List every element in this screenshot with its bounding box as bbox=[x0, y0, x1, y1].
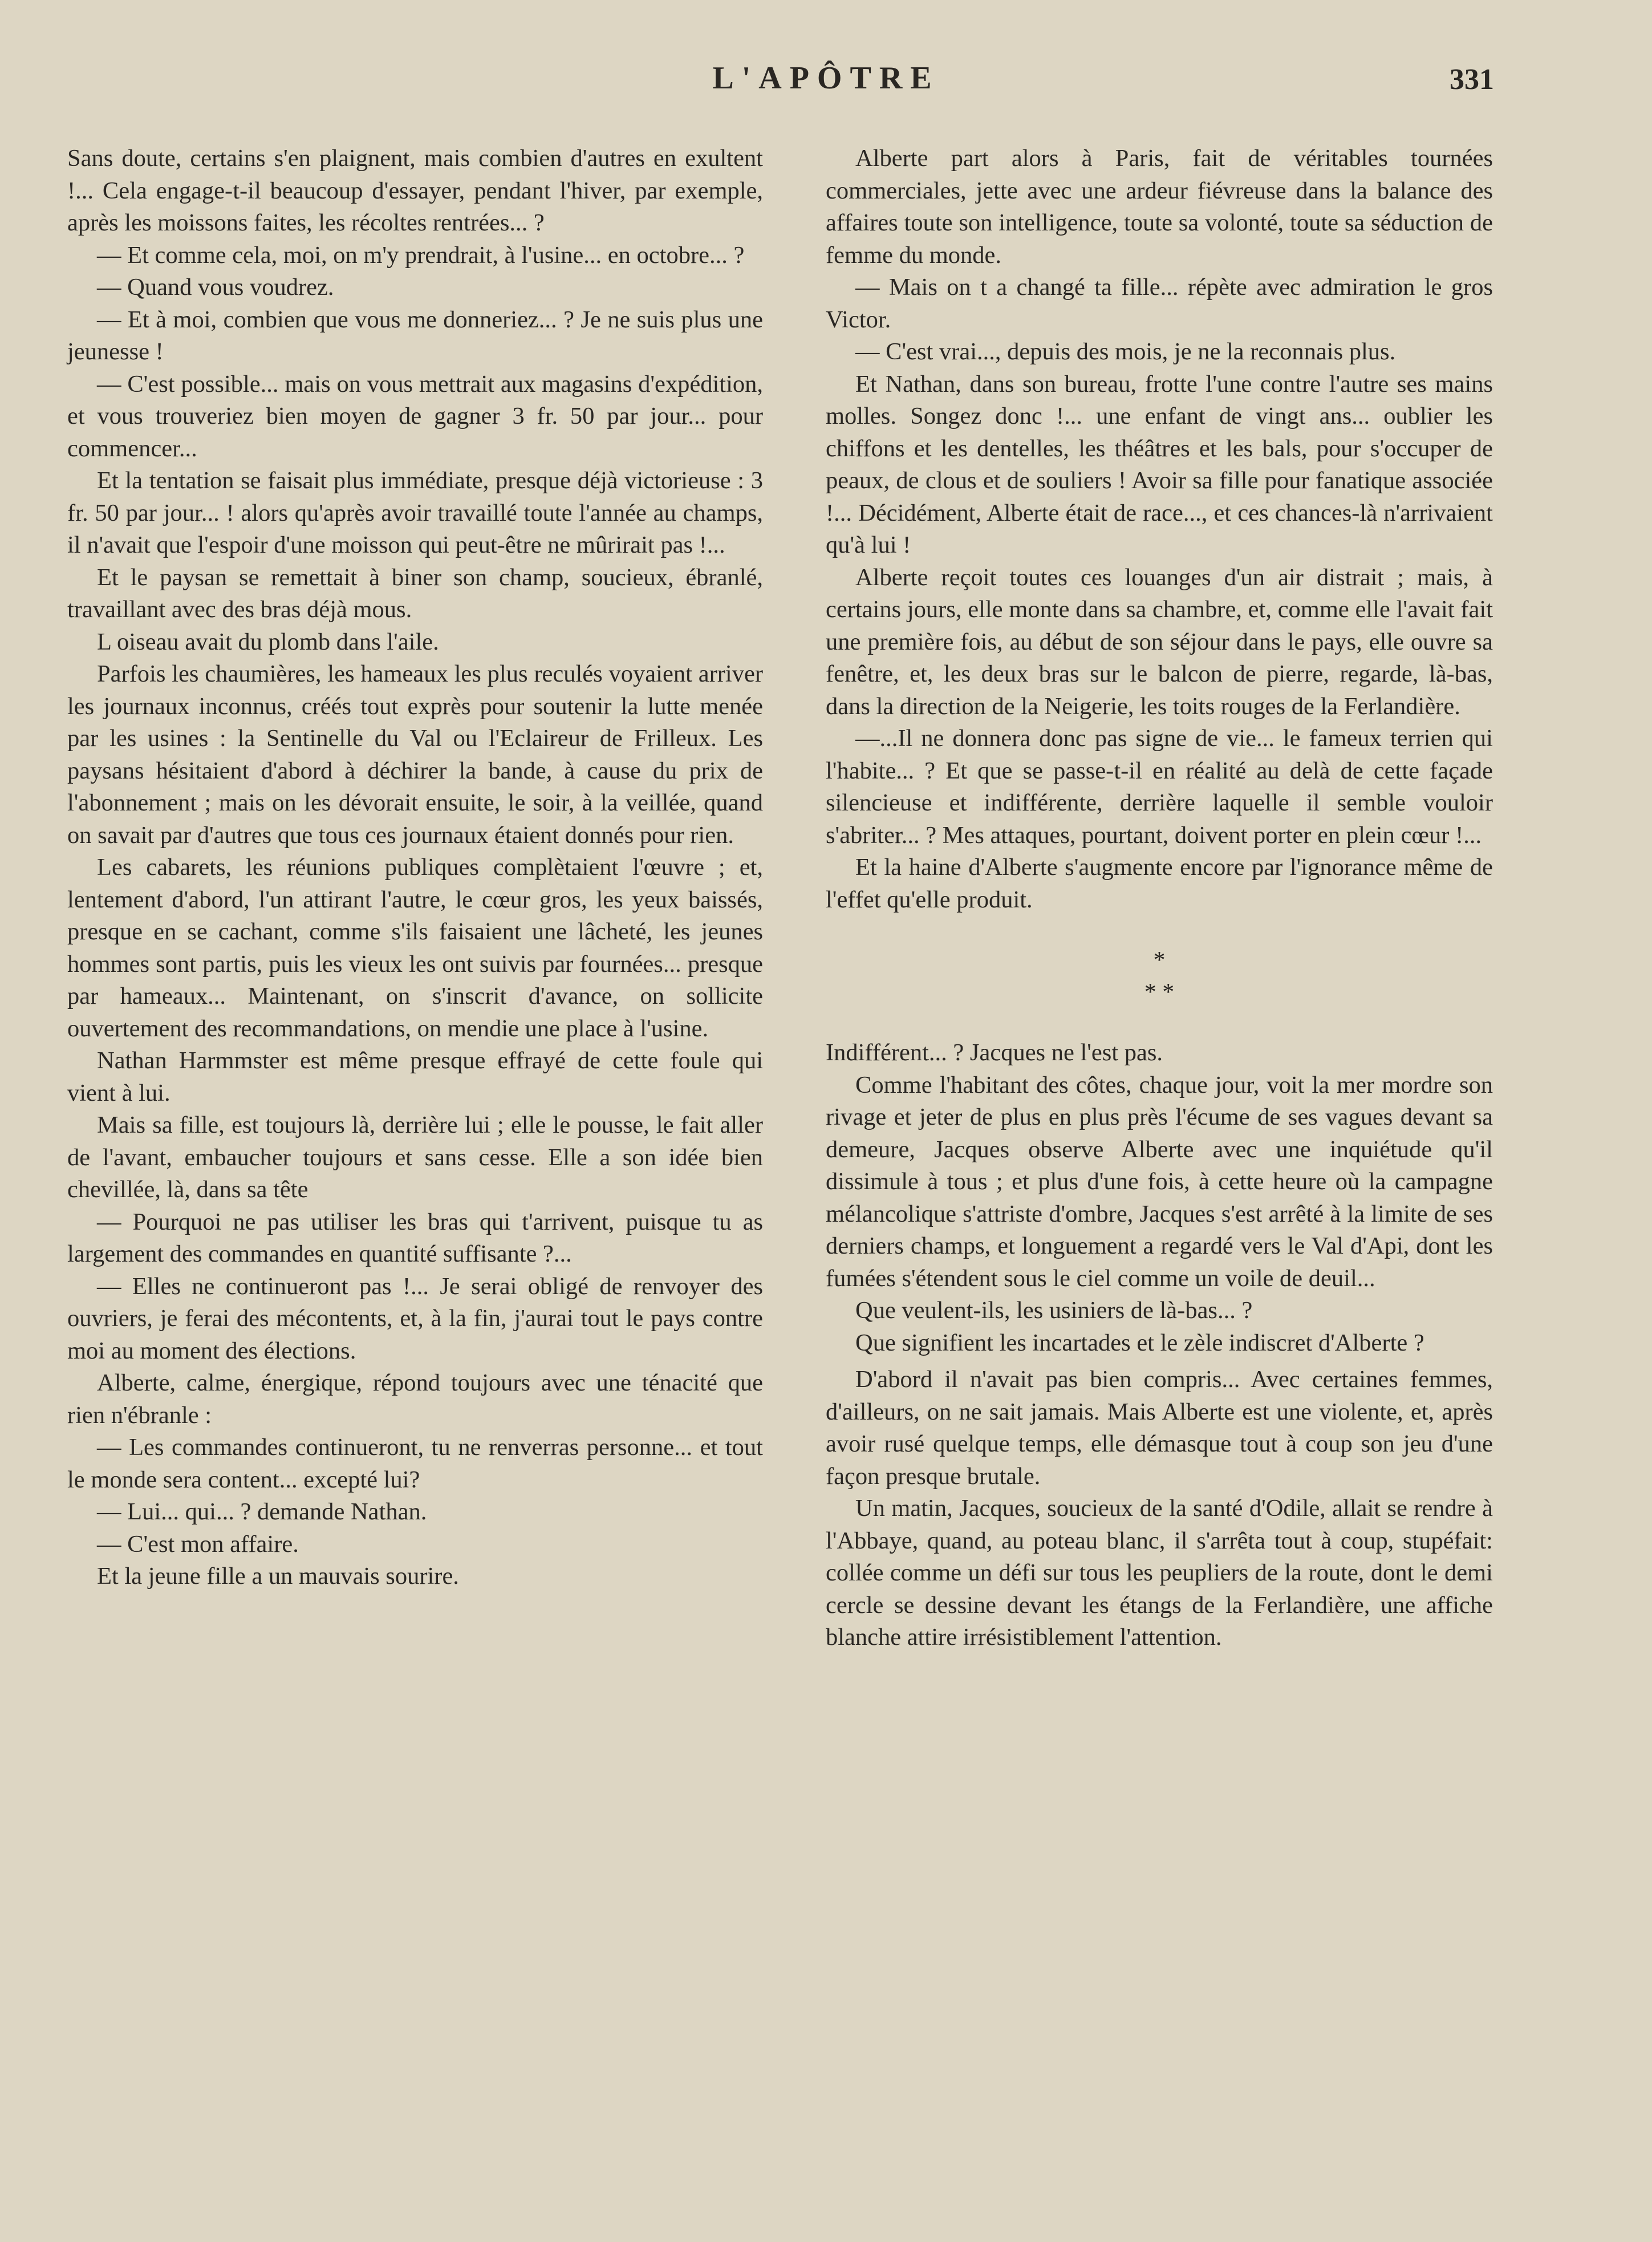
paragraph: — Elles ne continueront pas !... Je serai obligé de renvoyer des ouvriers, je ferai des mécontents, et, à la fin, j'aurai tout le pays contre moi au moment des élections. bbox=[67, 1272, 763, 1364]
paragraph: Un matin, Jacques, soucieux de la santé d'Odile, allait se rendre à l'Abbaye, quand, au poteau blanc, il s'arrêta tout à coup, stupéfait: collée comme un défi sur tous les peupliers de la route, dont le demi cercle se dessine devant les étangs de la Ferlandière, une affiche blanche attire irrésistiblement l'attention. bbox=[826, 1495, 1493, 1651]
paragraph: Nathan Harmmster est même presque effrayé de cette foule qui vient à lui. bbox=[67, 1047, 763, 1106]
paragraph: — Quand vous voudrez. bbox=[97, 274, 334, 301]
paragraph: Et la jeune fille a un mauvais sourire. bbox=[97, 1563, 459, 1590]
running-title: L'APÔTRE bbox=[712, 60, 940, 96]
right-column bbox=[826, 143, 1493, 1654]
paragraph: Les cabarets, les réunions publiques complètaient l'œuvre ; et, lentement d'abord, l'un attirant l'autre, le cœur gros, les yeux baissés, presque en se cachant, comme s'ils faisaient une lâcheté, les jeunes hommes sont partis, puis les vieux les ont suivis par fournées... presque par hameaux... Maintenant, on s'inscrit d'avance, on sollicite ouvertement des recommandations, on mendie une place à l'usine. bbox=[67, 854, 763, 1042]
paragraph: D'abord il n'avait pas bien compris... Avec certaines femmes, d'ailleurs, on ne sait jamais. Mais Alberte est une violente, et, après avoir rusé quelque temps, elle démasque tout à coup son jeu d'une façon presque brutale. bbox=[826, 1366, 1493, 1490]
left-column bbox=[67, 143, 763, 1593]
paragraph: — Les commandes continueront, tu ne renverras personne... et tout le monde sera content... excepté lui? bbox=[67, 1434, 763, 1493]
section-separator bbox=[826, 944, 1493, 1008]
paragraph: Que veulent-ils, les usiniers de là-bas... ? bbox=[855, 1297, 1253, 1324]
paragraph: — Pourquoi ne pas utiliser les bras qui t'arrivent, puisque tu as largement des commandes en quantité suffisante ?... bbox=[67, 1208, 763, 1267]
paragraph: Mais sa fille, est toujours là, derrière lui ; elle le pousse, le fait aller de l'avant, embaucher toujours et sans cesse. Elle a son idée bien chevillée, là, dans sa tête bbox=[67, 1112, 763, 1203]
paragraph: Et la tentation se faisait plus immédiate, presque déjà victorieuse : 3 fr. 50 par jour... ! alors qu'après avoir travaillé toute l'année au champs, il n'avait que l'espoir d'une moisson qui peut-être ne mûrirait pas !... bbox=[67, 467, 763, 558]
paragraph: Alberte, calme, énergique, répond toujours avec une ténacité que rien n'ébranle : bbox=[67, 1369, 763, 1429]
paragraph: Que signifient les incartades et le zèle indiscret d'Alberte ? bbox=[855, 1329, 1424, 1356]
paragraph: Indifférent... ? Jacques ne l'est pas. bbox=[826, 1039, 1163, 1066]
paragraph: —...Il ne donnera donc pas signe de vie... le fameux terrien qui l'habite... ? Et que se passe-t-il en réalité au delà de cette façade silencieuse et indifférente, derrière laquelle il semble vouloir s'abriter... ? Mes attaques, pourtant, doivent porter en plein cœur !... bbox=[826, 725, 1493, 849]
paragraph: — Lui... qui... ? demande Nathan. bbox=[97, 1498, 427, 1525]
paragraph: — Et comme cela, moi, on m'y prendrait, à l'usine... en octobre... ? bbox=[97, 241, 745, 269]
paragraph: Comme l'habitant des côtes, chaque jour, voit la mer mordre son rivage et jeter de plus en plus près l'écume de ses vagues devant sa demeure, Jacques observe Alberte avec une inquiétude qu'il dissimule à tous ; et plus d'une fois, à cette heure où la campagne mélancolique s'attriste d'ombre, Jacques s'est arrêté à la limite de ses derniers champs, et longuement a regardé vers le Val d'Api, dont les fumées s'étendent sous le ciel comme un voile de deuil... bbox=[826, 1071, 1493, 1292]
paragraph: — C'est mon affaire. bbox=[97, 1530, 299, 1558]
page-number: 331 bbox=[1450, 63, 1494, 96]
paragraph: Alberte reçoit toutes ces louanges d'un air distrait ; mais, à certains jours, elle monte dans sa chambre, et, comme elle l'avait fait une première fois, au début de son séjour dans le pays, elle ouvre sa fenêtre, et, les deux bras sur le balcon de pierre, regarde, là-bas, dans la direction de la Neigerie, les toits rouges de la Ferlandière. bbox=[826, 563, 1493, 720]
paragraph: Et le paysan se remettait à biner son champ, soucieux, ébranlé, travaillant avec des bras déjà mous. bbox=[67, 563, 763, 623]
separator-stars-bottom: * * bbox=[1144, 979, 1175, 1006]
paragraph: Parfois les chaumières, les hameaux les plus reculés voyaient arriver les journaux inconnus, créés tout exprès pour soutenir la lutte menée par les usines : la Sentinelle du Val ou l'Eclaireur de Frilleux. Les paysans hésitaient d'abord à déchirer la bande, à cause du prix de l'abonnement ; mais on les dévorait ensuite, le soir, à la veillée, quand on savait par d'autres que tous ces journaux étaient donnés pour rien. bbox=[67, 660, 763, 849]
paragraph: — C'est possible... mais on vous mettrait aux magasins d'expédition, et vous trouveriez bien moyen de gagner 3 fr. 50 par jour... pour commencer... bbox=[67, 370, 763, 462]
paragraph: — Et à moi, combien que vous me donneriez... ? Je ne suis plus une jeunesse ! bbox=[67, 306, 763, 365]
paragraph: — C'est vrai..., depuis des mois, je ne la reconnais plus. bbox=[855, 338, 1396, 365]
paragraph: — Mais on t a changé ta fille... répète avec admiration le gros Victor. bbox=[826, 274, 1493, 333]
paragraph: Sans doute, certains s'en plaignent, mais combien d'autres en exultent !... Cela engage-t-il beaucoup d'essayer, pendant l'hiver, par exemple, après les moissons faites, les récoltes rentrées... ? bbox=[67, 145, 763, 236]
separator-star-top: * bbox=[1153, 947, 1166, 974]
paragraph: Et la haine d'Alberte s'augmente encore par l'ignorance même de l'effet qu'elle produit. bbox=[826, 854, 1493, 913]
paragraph: Alberte part alors à Paris, fait de véritables tournées commerciales, jette avec une ardeur fiévreuse dans la balance des affaires toute son intelligence, toute sa volonté, toute sa séduction de femme du monde. bbox=[826, 145, 1493, 269]
paragraph: Et Nathan, dans son bureau, frotte l'une contre l'autre ses mains molles. Songez donc !... une enfant de vingt ans... oublier les chiffons et les dentelles, les théâtres et les bals, pour s'occuper de peaux, de clous et de souliers ! Avoir sa fille pour fanatique associée !... Décidément, Alberte était de race..., et ces chances-là n'arrivaient qu'à lui ! bbox=[826, 370, 1493, 558]
paragraph: L oiseau avait du plomb dans l'aile. bbox=[97, 628, 439, 655]
